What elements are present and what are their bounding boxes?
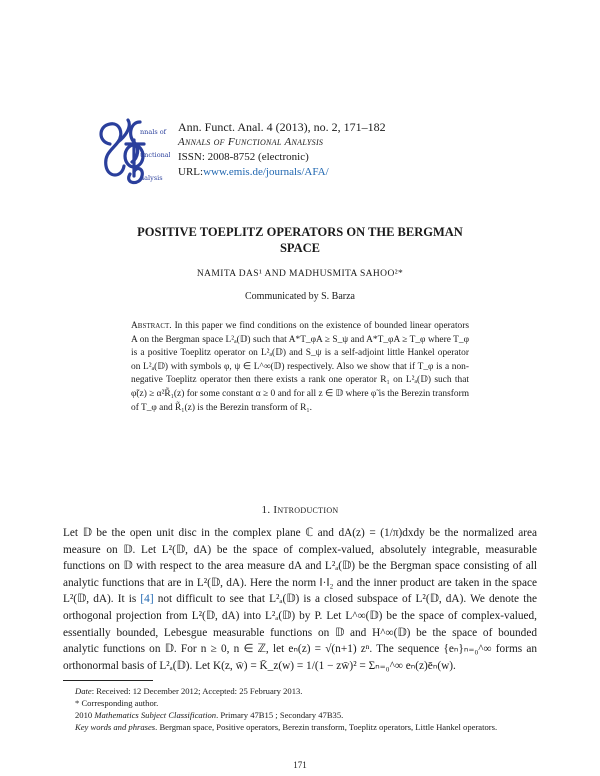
msc-text: . Primary 47B15 ; Secondary 47B35.: [216, 710, 344, 720]
url-label: URL:: [178, 166, 204, 178]
abstract-label: Abstract.: [131, 321, 172, 331]
date-label: Date: [75, 686, 92, 696]
keywords-text: . Bergman space, Positive operators, Berezin transform, Toeplitz operators, Little Hankel operators.: [155, 722, 498, 732]
journal-header: [178, 120, 538, 180]
title-line-1: POSITIVE TOEPLITZ OPERATORS ON THE BERGMAN: [137, 225, 463, 239]
msc-label: Mathematics Subject Classification: [94, 710, 217, 720]
journal-name: Annals of Functional Analysis: [178, 136, 324, 148]
journal-logo-icon: [96, 114, 170, 188]
footnote-date: [63, 685, 537, 697]
paper-title: [100, 224, 500, 256]
journal-reference: Ann. Funct. Anal. 4 (2013), no. 2, 171–182: [178, 120, 386, 134]
footnotes: [63, 685, 537, 733]
title-line-2: SPACE: [279, 241, 321, 255]
footnote-corresponding: * Corresponding author.: [75, 698, 159, 708]
communicated-by: Communicated by S. Barza: [245, 291, 355, 302]
journal-url-line: [178, 165, 538, 180]
introduction-paragraph: Let 𝔻 be the open unit disc in the complex plane ℂ and dA(z) = (1/π)dxdy be the normalized area measure on 𝔻. Let L²(𝔻, dA) be the space of complex-valued, absolutely integrable, measurable functions on 𝔻 with respect to the area measure dA and L²ₐ(𝔻) be the Bergman space consisting of all analytic functions that are in L²(𝔻, dA). Here the norm ‖·‖₂ and the inner product are taken in the space L²(𝔻, dA). It is [4] not difficult to see that L²ₐ(𝔻) is a closed subspace of L²(𝔻, dA). We denote the orthogonal projection from L²(𝔻, dA) into L²ₐ(𝔻) by P. Let L^∞(𝔻) be the space of complex-valued, essentially bounded, Lebesgue measurable functions on 𝔻 and H^∞(𝔻) be the space of bounded analytic functions on 𝔻. For n ≥ 0, n ∈ ℤ, let eₙ(z) = √(n+1) zⁿ. The sequence {eₙ}ₙ₌₀^∞ forms an orthonormal basis of L²ₐ(𝔻). Let K(z, w̄) = K̄_z(w) = 1/(1 − zw̄)² = Σₙ₌₀^∞ eₙ(z)ēₙ(w).: [63, 527, 537, 672]
logo-text-1: nnals of: [140, 128, 167, 136]
section-heading: 1. Introduction: [261, 504, 339, 516]
logo-text-3: nalysis: [140, 174, 163, 182]
page-number: 171: [293, 760, 307, 770]
msc-year: 2010: [75, 710, 93, 720]
footnote-keywords: [63, 721, 537, 733]
introduction-text: [63, 525, 537, 674]
reference-link[interactable]: [4]: [140, 593, 154, 606]
keywords-label: Key words and phrases: [75, 722, 156, 732]
journal-url-link[interactable]: www.emis.de/journals/AFA/: [203, 166, 329, 178]
abstract: [131, 320, 469, 415]
date-text: : Received: 12 December 2012; Accepted: 25 February 2013.: [91, 686, 303, 696]
logo-text-2: unctional: [140, 151, 170, 159]
abstract-text: In this paper we find conditions on the existence of bounded linear operators A on the Bergman space L²ₐ(𝔻) such that A*T_φA ≥ S_ψ and A*T_φA ≥ T_φ where T_φ is a positive Toeplitz operator on L²ₐ(𝔻) and S_ψ is a self-adjoint little Hankel operator on L²ₐ(𝔻) with symbols φ, ψ ∈ L^∞(𝔻) respectively. Also we show that if T_φ is a non-negative Toeplitz operator then there exists a rank one operator R₁ on L²ₐ(𝔻) such that φ̃(z) ≥ α²R̃₁(z) for some constant α ≥ 0 and for all z ∈ 𝔻 where φ̃ is the Berezin transform of T_φ and R̃₁(z) is the Berezin transform of R₁.: [131, 321, 470, 413]
journal-issn: ISSN: 2008-8752 (electronic): [178, 151, 309, 163]
footnote-msc: [63, 709, 537, 721]
authors: NAMITA DAS¹ AND MADHUSMITA SAHOO²*: [196, 269, 404, 279]
footnote-rule: [63, 680, 153, 681]
